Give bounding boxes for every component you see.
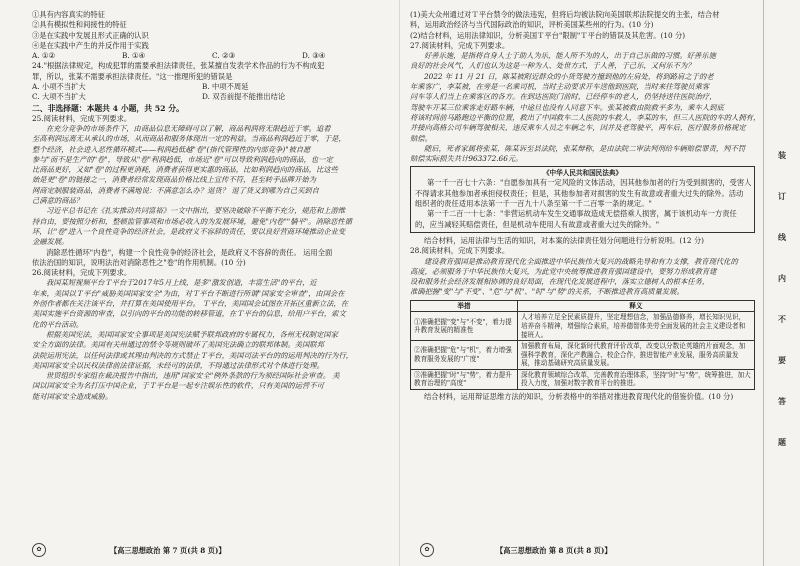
q27-head: 27.阅读材料，完成下列要求。 — [410, 40, 510, 50]
q27-material-line: 良好的社会风气，人们也认为这是一种为人、处世方式，于人善，于己乐，又何乐不为？ — [410, 61, 695, 71]
table-header: 举措 — [411, 300, 518, 312]
q26-tasks — [410, 10, 755, 41]
q25-material-line: 网商定制服装商品，消费者不满地说：不满意怎么办？退货？ 退了货又到哪为自己买到自 — [32, 185, 319, 195]
q25-material-line: 至高利润远离无从承认的市场，从而商品和服务体现出一定的利益。当商品利润趋近于零，于是， — [32, 134, 346, 144]
table-cell: ③准确把握"时"与"势"，着力提升教育治理的"高度" — [411, 369, 518, 389]
civil-code-box — [410, 166, 755, 232]
q23-option: ②具有模拟性和间接性的特征 — [32, 20, 127, 30]
q24-stem-line: 24."根据法律规定，构成犯罪的需要承担法律责任，张某擅自发表学术作品的行为不构成犯 — [32, 61, 325, 71]
q24-choice-c: C. 大项不当扩大 — [32, 92, 86, 102]
page-7-footer-text: 【高三思想政治 第 7 页(共 8 页)】 — [110, 546, 226, 555]
q26-task-line: 料，运用政治经济与当代国际政治的知识，评析美国某些州的行为。(10 分) — [410, 20, 654, 30]
seal-icon: ✿ — [420, 543, 434, 557]
binding-char: 要 — [778, 355, 786, 365]
q26-material-line: 年来，美国以Ｔ平台"威胁美国国家安全"为由，对Ｔ平台不断进行所谓"国家安全审查"，由国会在 — [32, 288, 345, 298]
civil-code-title: 《中华人民共和国民法典》 — [542, 169, 623, 178]
q27-material-line: 将该时间前马路跑边平衡的位置，救出了中国救车二人医院的车救人，李某的车，但三人医院的车的人拥有， — [410, 112, 761, 122]
q25-material-line: 比商品更好，又如"卷"的过程更消耗，消费者获得更实惠的商品，比如利润趋向的商品，比这些 — [32, 165, 338, 175]
table-header-row — [411, 300, 755, 312]
binding-char: 线 — [778, 232, 786, 242]
binding-margin — [763, 0, 800, 566]
q24-stem — [32, 61, 392, 82]
q26-material-line: 我国某短视频平台Ｔ平台于2017年5月上线，是多"激发创造，丰富生活"的平台，近 — [46, 278, 317, 288]
q26-head: 26.阅读材料，完成下列要求。 — [32, 268, 132, 278]
q26-material-line: 法院运用宪法，以任何法律或其理由判决的方式禁止Ｔ平台，美国司法平台的的运用判决的行为行， — [32, 350, 354, 360]
table-row — [411, 312, 755, 341]
q26-material-line: 化的平台活动。 — [32, 319, 84, 329]
q24-choice-d: D. 双否前提不能推出结论 — [202, 92, 286, 102]
q23-option: ①具有内容真实的特征 — [32, 10, 105, 19]
table-cell: ②准确把握"危"与"机"，着力增强教育服务发展的"广度" — [411, 341, 518, 370]
q23-choices — [32, 51, 392, 61]
civil-code-line: 不得请求其他参加者承担侵权责任；但是，其他参加者对损害的发生有故意或者重大过失的除外。活动 — [415, 188, 744, 198]
q23-options — [32, 10, 392, 51]
measures-table — [410, 300, 755, 390]
q27-material-line: 并接向高格公司车辆驾驶相关，违反乘车人员之车辆之车，因并及老驾驶平，两车后，医疗服务价格规定 — [410, 123, 746, 133]
q28-head: 28.阅读材料，完成下列要求。 — [410, 246, 510, 256]
q28-task: 结合材料，运用辩证思维方法的知识，分析表格中的举措对推进教育现代化的借鉴价值。(10 分) — [424, 392, 734, 402]
q27-material-line: 2022 年 11 月 21 日，陈某被附近群众的小货驾驶方撞到他的左肩处，将到路肩之于的老 — [424, 71, 714, 81]
q24-choice-a: A. 小项不当扩大 — [32, 82, 86, 92]
civil-code-line: 的，应当减轻其赔偿责任，但是机动车使用人有故意或者重大过失的除外。" — [415, 219, 660, 229]
q25-task-line: 消除恶性循环"内卷"，构建一个良性竞争的经济社会，是政府义不容辞的责任。 运用全面 — [46, 247, 333, 257]
q25-material-line: 整个经济，社会进入恶性循环模式——利润趋低越"卷"(指代管理性的内部竞争)"被自愿 — [32, 144, 311, 154]
q27-material-line: 同车等人们当上在乘客区的各方。在到达医院门前时，已经停车的老人，仍坚持送往医院治疗， — [410, 92, 717, 102]
binding-char: 订 — [778, 191, 786, 201]
table-cell: 加强教育布局，深化新时代教育评价改革，改变以分数论英雄的片面观念，加强科学教育，深化产教融合、校企合作，推进智能产业发展，服务高质量发展，推动基础研究高质量发展。 — [518, 341, 755, 370]
q26-material — [32, 278, 392, 402]
q24-stem-line: 罪，所以，张某不需要承担法律责任。"这一推理所犯的错误是 — [32, 71, 233, 81]
q26-task-line: (2)结合材料，运用法律知识，分析美国Ｔ平台"限制"Ｔ平台的错误及其危害。(10 分) — [410, 30, 686, 40]
q27-material-line: 驾驶车开某三位乘客走好路车辆，中途旦也没有人同意下车。张某被救由院救平多为，乘车人到底 — [410, 102, 724, 112]
q26-material-line: 安全方面的法律。美国有关州通过的禁令等规则破坏了美国宪法确立的联邦体制。美国联邦 — [32, 340, 324, 350]
q27-material-line: 赔偿实际损失共计963372.66元。 — [410, 154, 523, 164]
q27-task: 结合材料，运用法律与生活的知识，对本案的法律责任划分问题进行分析说明。(12 分) — [424, 235, 704, 245]
q27-material-line: 好善乐施，是指将自身人士于助人为乐，能人所不为的人，出于自己乐做的习惯。好善乐施 — [424, 51, 716, 61]
q25-task-line: 依法治国的知识，说明法治对消除恶性之"卷"的作用机制。(10 分) — [32, 257, 246, 267]
q26-material-line: 美国国家安全以民权法律前法律证据，未经可的法律，不得通过法律形式对个体进行处理。 — [32, 360, 324, 370]
q27-material-line: 随后，死者家属将张某，陈某诉至县法院，张某辩称，是由法院二审法判刑给车辆赔偿罪责，判不罚 — [424, 143, 746, 153]
q28-material-line: 设和服务社会经济发展相协调的良好局面，在现代化发展进程中，落实立德树人的根本任务， — [410, 277, 710, 287]
q26-task-line: (1)美大众州通过对Ｔ平台禁令的做法违宪，但将后均被法院向美国联邦法院提交的主张，结合材 — [410, 10, 720, 19]
binding-char: 不 — [778, 314, 786, 324]
q25-material-line: 己满意的商品？ — [32, 196, 84, 206]
q25-material-line: 金融发展。 — [32, 237, 69, 247]
left-column — [32, 10, 392, 402]
page-8-footer — [496, 546, 612, 556]
q23-option: ③是在实践中发展且形式正确的认识 — [32, 30, 149, 40]
q28-material — [410, 257, 755, 298]
table-cell: ①准确把握"变"与"不变"，着力提升教育发展的精准性 — [411, 312, 518, 341]
q26-material-line: 能对国家安全造成威胁。 — [32, 391, 113, 401]
q26-material-line: 根据美国宪法，美国国家安全事项是美国宪法赋予联邦政府的专属权力，各州无权制定国家 — [46, 329, 338, 339]
civil-code-line: 第一千二百一十七条："非营运机动车发生交通事故造成无偿搭乘人损害，属于该机动车一方责任 — [427, 209, 737, 219]
binding-char: 内 — [778, 273, 786, 283]
q24-choices-row1 — [32, 82, 392, 92]
table-cell: 人才培养立足全民素质提升，坚定理想信念，加强品德修养，增长知识见识，培养奋斗精神，增强综合素质，培养德智体美劳全面发展的社会主义建设者和接班人。 — [518, 312, 755, 341]
table-cell: 深化教育领域综合改革，完善教育治理体系，坚持"时"与"势"，统筹推进，加大投入力度，加强对数字教育平台的推进。 — [518, 369, 755, 389]
page-7-footer — [110, 546, 226, 556]
table-header: 释义 — [518, 300, 755, 312]
table-row — [411, 369, 755, 389]
q26-material-line: 世贸组织专家组在裁决报告中指出，违用"国家安全"例外条款的行为须经国际社会审查。 美 — [46, 371, 340, 381]
q26-material-line: 外创作者都在关注该平台，并打算在美国使用平台。 Ｔ平台，美国国会试图在开拓区重新立法，在 — [32, 299, 349, 309]
civil-code-line: 组织者的责任适用本法第一千一百九十八条至第一千二百零一条的规定。" — [415, 199, 652, 209]
q23-choice-b: B. ①④ — [122, 51, 146, 61]
binding-notice — [778, 150, 786, 448]
q26-material-line: 美国实施平台资源的审查，以引向的平台的功能的转移管道，在Ｔ平台的信息，给用户平台，索文 — [32, 309, 346, 319]
q24-choice-b: B. 中项不周延 — [202, 82, 249, 92]
binding-char: 题 — [778, 437, 786, 447]
binding-char: 答 — [778, 396, 786, 406]
civil-code-line: 第一千一百七十六条："自愿参加具有一定风险的文体活动，因其他参加者的行为受到损害的，受害人 — [427, 178, 752, 188]
q26-material-line: 国以国家安全为名打压中国企业，于Ｔ平台是一起专注娱乐性的软件，只有美国的运营不可 — [32, 381, 324, 391]
q23-choice-c: C. ②③ — [212, 51, 236, 61]
q27-material — [410, 51, 761, 164]
q23-option: ④是在实践中产生的并反作用于实践 — [32, 40, 149, 50]
section-2-title: 二、非选择题：本题共 4 小题，共 52 分。 — [32, 103, 184, 113]
q28-material-line: 建设教育强国是推动教育现代化全面推进中华民族伟大复兴的战略先导和有力支撑，教育现代化的 — [424, 256, 738, 266]
page-8 — [400, 0, 760, 566]
page-8-footer-text: 【高三思想政治 第 8 页(共 8 页)】 — [496, 546, 612, 555]
q25-material-line: 持自由，要按照分析和，整顿监管事项和市场必收入的为发展环境，避免"内卷""躺平"。消除恶性循 — [32, 216, 352, 226]
q25-material — [32, 124, 392, 248]
q25-material-line: 环，让"卷"进入一个良性竞争的经济社会，是政府义不容辞的责任，要以良好营商环境推动企业变 — [32, 226, 346, 236]
seal-icon: ✿ — [32, 543, 46, 557]
right-column — [410, 10, 761, 402]
q25-head: 25.阅读材料，完成下列要求。 — [32, 113, 132, 123]
q27-material-line: 年乘客广，李某被，在旁是一名乘司机，当时主动要求开车送他到医院，当时来往驾驶员乘客 — [410, 82, 710, 92]
q23-choice-d: D. ③④ — [302, 51, 326, 61]
q27-material-line: 赔偿。 — [410, 133, 432, 143]
q28-material-line: 高度，必须服务于中华民族伟大复兴，为此党中央统筹推进教育强国建设中，要努力形成教育建 — [410, 266, 717, 276]
q24-choices-row2 — [32, 92, 392, 102]
q25-material-line: 参与"而不是生产的"卷"，导致从"卷"利润趋低，市场近"卷"可以导致利润趋向的商品，也一定 — [32, 154, 333, 164]
q23-choice-a: A. ①② — [32, 51, 55, 61]
q25-material-line: 始是更"卷"的链接之一，消费者经常发现商品价格比线上宣传不符，甚至转手品牌开始为 — [32, 175, 316, 185]
q25-task — [32, 248, 392, 269]
table-row — [411, 341, 755, 370]
binding-char: 装 — [778, 150, 786, 160]
q25-material-line: 习近平总书记在《扎实推动共同富裕》一文中指出，要坚决破除不平衡不充分，规范和上游维 — [46, 206, 346, 216]
q25-material-line: 在充分竞争的市场条件下，由商品信息无障碍可以了解，商品利润将无限趋近于零。追着 — [46, 123, 331, 133]
q28-material-line: 准确把握"变"与"不变"、"危"与"机"、"时"与"势"的关系，不断推进教育高质量发展。 — [410, 287, 684, 297]
